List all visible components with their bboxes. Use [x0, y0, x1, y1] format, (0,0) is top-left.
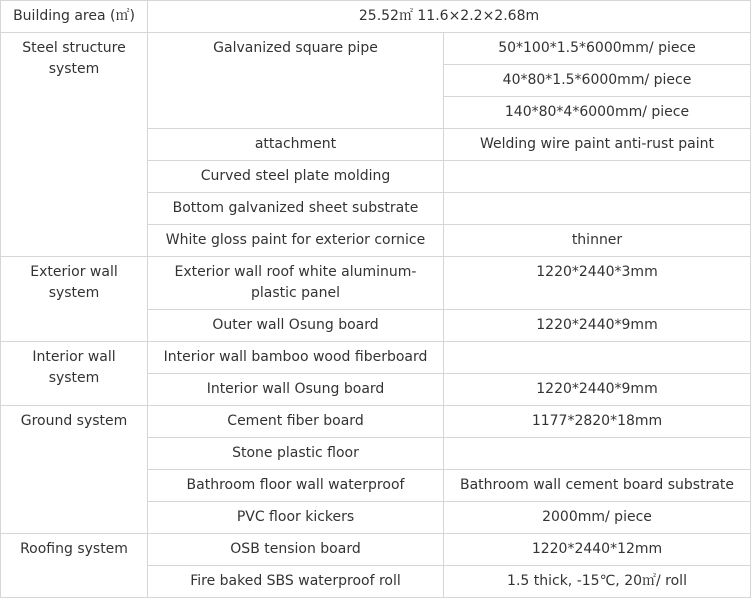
item-cell: Interior wall bamboo wood fiberboard: [148, 342, 444, 374]
item-cell: Bottom galvanized sheet substrate: [148, 193, 444, 225]
item-cell: Curved steel plate molding: [148, 161, 444, 193]
spec-cell: 40*80*1.5*6000mm/ piece: [444, 65, 751, 97]
item-cell: Cement fiber board: [148, 406, 444, 438]
system-category-cell: Interior wall system: [1, 342, 148, 406]
spec-cell: 2000mm/ piece: [444, 502, 751, 534]
spec-cell: 1177*2820*18mm: [444, 406, 751, 438]
item-cell: Stone plastic floor: [148, 438, 444, 470]
spec-cell: [444, 342, 751, 374]
item-cell: Interior wall Osung board: [148, 374, 444, 406]
system-category-cell: Steel structure system: [1, 33, 148, 257]
spec-cell: Bathroom wall cement board substrate: [444, 470, 751, 502]
item-cell: Fire baked SBS waterproof roll: [148, 566, 444, 598]
spec-cell: thinner: [444, 225, 751, 257]
item-cell: attachment: [148, 129, 444, 161]
table-row: [1, 342, 751, 374]
table-row: [1, 33, 751, 65]
spec-cell: 1220*2440*9mm: [444, 374, 751, 406]
spec-cell: 1220*2440*3mm: [444, 257, 751, 310]
spec-cell: Welding wire paint anti-rust paint: [444, 129, 751, 161]
system-category-cell: Exterior wall system: [1, 257, 148, 342]
spec-cell: 50*100*1.5*6000mm/ piece: [444, 33, 751, 65]
spec-cell: [444, 161, 751, 193]
spec-cell: 1220*2440*12mm: [444, 534, 751, 566]
table-row: [1, 534, 751, 566]
item-cell: OSB tension board: [148, 534, 444, 566]
spec-cell: 1220*2440*9mm: [444, 310, 751, 342]
item-cell: Exterior wall roof white aluminum-plastic panel: [148, 257, 444, 310]
item-cell: Bathroom floor wall waterproof: [148, 470, 444, 502]
item-cell: PVC floor kickers: [148, 502, 444, 534]
table-row: [1, 257, 751, 310]
table-row: [1, 1, 751, 33]
spec-cell: [444, 193, 751, 225]
item-cell: Galvanized square pipe: [148, 33, 444, 129]
system-category-cell: Ground system: [1, 406, 148, 534]
table-row: [1, 406, 751, 438]
building-area-value: 25.52㎡ 11.6×2.2×2.68m: [148, 1, 751, 33]
spec-cell: [444, 438, 751, 470]
building-area-label: Building area (㎡): [1, 1, 148, 33]
spec-cell: 140*80*4*6000mm/ piece: [444, 97, 751, 129]
system-category-cell: Roofing system: [1, 534, 148, 598]
item-cell: Outer wall Osung board: [148, 310, 444, 342]
item-cell: White gloss paint for exterior cornice: [148, 225, 444, 257]
spec-cell: 1.5 thick, -15℃, 20㎡/ roll: [444, 566, 751, 598]
